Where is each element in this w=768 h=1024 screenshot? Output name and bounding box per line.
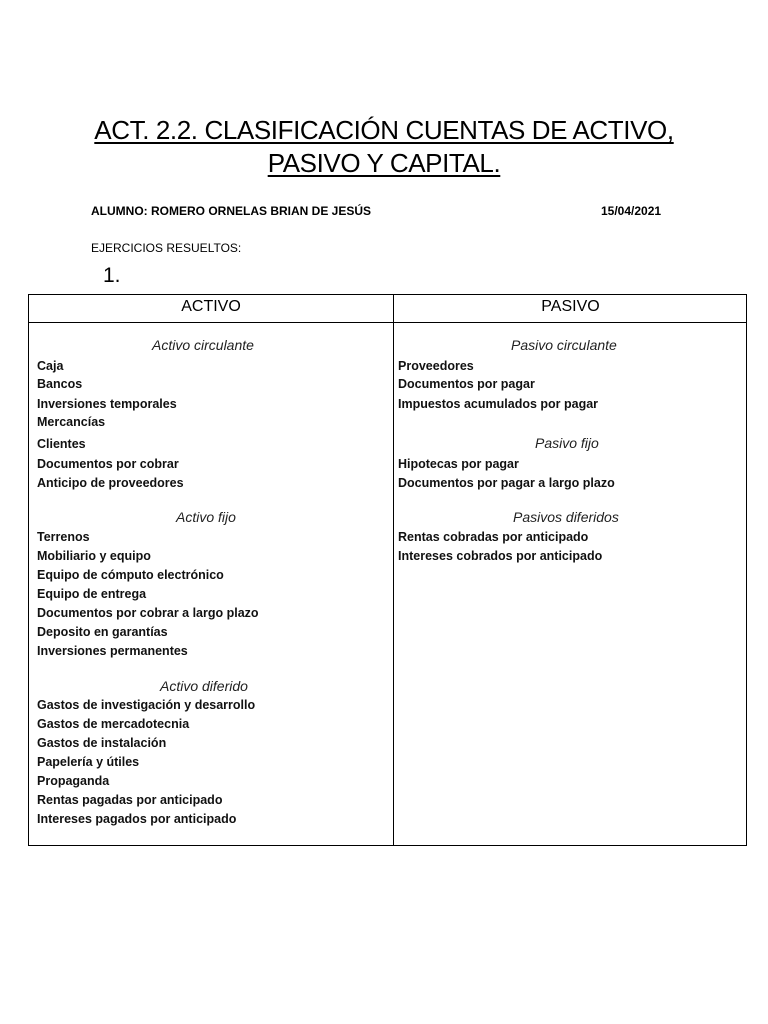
list-item: Mobiliario y equipo [37, 549, 151, 563]
section-pasivo-fijo: Pasivo fijo [535, 435, 599, 451]
document-title [0, 114, 768, 180]
list-item: Intereses pagados por anticipado [37, 812, 237, 826]
list-item: Documentos por pagar a largo plazo [398, 476, 615, 490]
list-item: Inversiones temporales [37, 397, 177, 411]
list-item: Papelería y útiles [37, 755, 140, 769]
list-item: Deposito en garantías [37, 625, 168, 639]
list-item: Terrenos [37, 530, 90, 544]
list-item: Gastos de mercadotecnia [37, 717, 190, 731]
list-item: Proveedores [398, 359, 474, 373]
exercises-label: EJERCICIOS RESUELTOS: [91, 241, 242, 255]
list-item: Hipotecas por pagar [398, 457, 519, 471]
column-divider [393, 295, 394, 845]
section-activo-diferido: Activo diferido [160, 678, 248, 694]
list-item: Bancos [37, 377, 83, 391]
list-item: Clientes [37, 437, 86, 451]
list-item: Impuestos acumulados por pagar [398, 397, 599, 411]
list-item: Rentas cobradas por anticipado [398, 530, 589, 544]
exercise-number: 1. [103, 264, 121, 287]
section-activo-fijo: Activo fijo [176, 509, 236, 525]
list-item: Caja [37, 359, 64, 373]
list-item: Documentos por pagar [398, 377, 535, 391]
list-item: Rentas pagadas por anticipado [37, 793, 223, 807]
list-item: Documentos por cobrar a largo plazo [37, 606, 259, 620]
document-date: 15/04/2021 [601, 204, 662, 218]
list-item: Documentos por cobrar [37, 457, 179, 471]
list-item: Inversiones permanentes [37, 644, 188, 658]
section-pasivos-diferidos: Pasivos diferidos [513, 509, 619, 525]
header-activo: ACTIVO [181, 298, 241, 315]
section-pasivo-circulante: Pasivo circulante [511, 337, 617, 353]
header-divider [29, 322, 746, 323]
list-item: Gastos de investigación y desarrollo [37, 698, 256, 712]
section-activo-circulante: Activo circulante [152, 337, 254, 353]
title-line-2: PASIVO Y CAPITAL. [267, 148, 501, 178]
header-pasivo: PASIVO [541, 298, 600, 315]
list-item: Gastos de instalación [37, 736, 167, 750]
classification-table [28, 294, 747, 846]
list-item: Equipo de cómputo electrónico [37, 568, 224, 582]
list-item: Anticipo de proveedores [37, 476, 184, 490]
list-item: Mercancías [37, 415, 106, 429]
list-item: Propaganda [37, 774, 110, 788]
list-item: Intereses cobrados por anticipado [398, 549, 603, 563]
student-name: ALUMNO: ROMERO ORNELAS BRIAN DE JESÚS [91, 204, 372, 218]
title-line-1: ACT. 2.2. CLASIFICACIÓN CUENTAS DE ACTIVO, [94, 115, 674, 145]
list-item: Equipo de entrega [37, 587, 147, 601]
